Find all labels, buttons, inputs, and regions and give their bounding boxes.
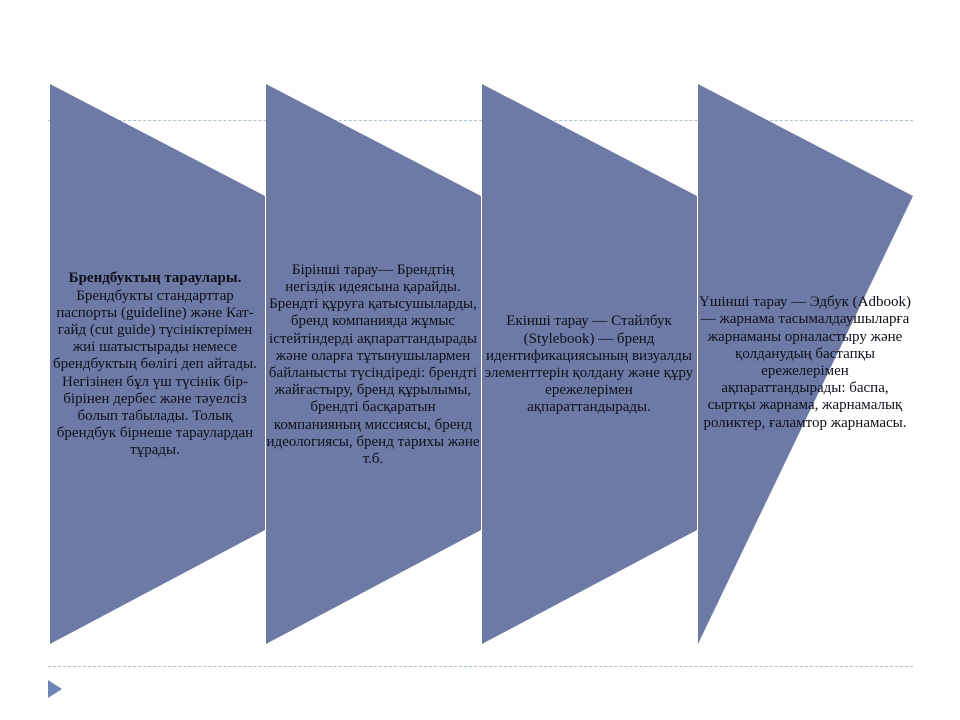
triangle-right-icon-shape: [48, 680, 62, 698]
chevron-text-1: [50, 230, 260, 500]
chevron-body-4: Үшінші тарау — Эдбук (Adbook) — жарнама тасымалдаушыларға жарнаманы орналастыру және қолданудың бастапқы ережелерімен ақпараттандырады: баспа, сыртқы жарнама, жарнамалық роликтер, ғаламтор жарнамасы.: [699, 294, 911, 431]
chevron-body-1: Брендбукты стандарттар паспорты (guideline) және Кат-гайд (cut guide) түсініктерімен жиі шатыстырады немесе брендбуктың бөлігі деп айтады. Негізінен бұл үш түсінік бір-бірінен дербес және тәуелсіз болып табылады. Толық брендбук бірнеше тараулардан тұрады.: [53, 287, 257, 459]
chevron-text-3: [482, 290, 696, 440]
chevron-heading-1: Брендбуктың тараулары.: [68, 270, 242, 287]
chevron-body-3: Екінші тарау — Стайлбук (Stylebook) — бренд идентификациясының визуалды элементтерін қолдану және құру ережелерімен ақпараттандырады.: [484, 313, 694, 416]
triangle-right-icon: [48, 680, 62, 698]
chevron-body-2: Бірінші тарау— Брендтің негіздік идеясына қарайды. Брендті құруға қатысушыларды, бренд компанияда жұмыс істейтіндерді ақпараттандырады және оларға тұтынушылармен байланысты түсіндіреді: брендті жайғастыру, бренд құрылымы, брендті басқаратын компанияның миссиясы, бренд идеологиясы, бренд тарихы және т.б.: [266, 261, 480, 468]
chevron-text-2: [266, 210, 480, 520]
chevron-text-4: [698, 258, 912, 468]
